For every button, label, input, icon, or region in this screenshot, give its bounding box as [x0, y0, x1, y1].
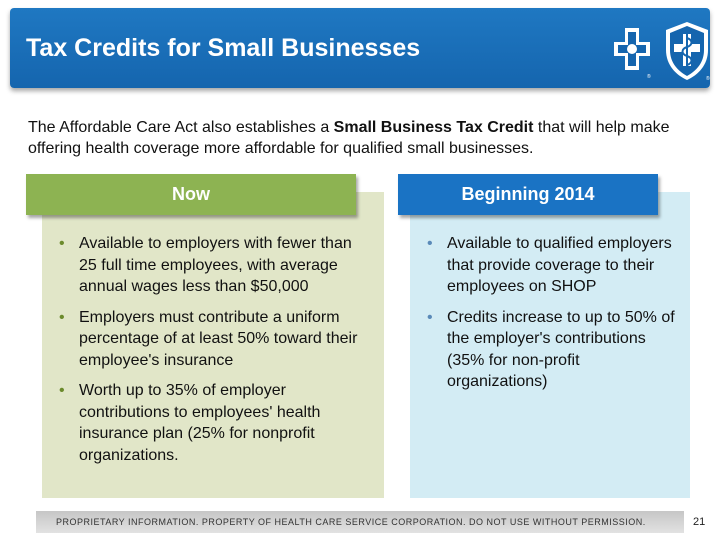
- bullet-text: Employers must contribute a uniform percentage of at least 50% toward their employee's insurance: [79, 308, 358, 369]
- bullet-text: Available to qualified employers that provide coverage to their employees on SHOP: [447, 235, 672, 295]
- bullet-icon: •: [59, 235, 65, 252]
- bullet-text: Worth up to 35% of employer contributions to employees' health insurance plan (25% for nonprofit organizations.: [79, 382, 321, 464]
- now-bullet-item: [56, 233, 362, 298]
- bullet-icon: •: [427, 235, 433, 252]
- now-bullet-item: [56, 380, 362, 466]
- title-banner: [10, 8, 710, 88]
- beginning-2014-header: Beginning 2014: [398, 174, 658, 215]
- now-bullet-item: [56, 307, 362, 372]
- intro-highlight: Small Business Tax Credit: [333, 119, 534, 136]
- bullet-text: Credits increase to up to 50% of the employer's contributions (35% for non-profit organizations): [447, 308, 675, 390]
- now-bullet-list: [56, 233, 362, 466]
- intro-text-start: The Affordable Care Act also establishes a: [28, 119, 334, 136]
- bullet-icon: •: [59, 382, 65, 399]
- bullet-icon: •: [59, 308, 65, 326]
- now-header: Now: [26, 174, 356, 215]
- blue-shield-logo: [662, 20, 712, 82]
- blue-cross-logo: [610, 24, 654, 80]
- beginning-2014-bullet-item: [424, 233, 680, 298]
- slide-title: Tax Credits for Small Businesses: [26, 34, 421, 62]
- beginning-2014-bullet-list: [424, 233, 680, 393]
- footer-disclaimer: PROPRIETARY INFORMATION. PROPERTY OF HEALTH CARE SERVICE CORPORATION. DO NOT USE WITHOUT PERMISSION.: [56, 517, 646, 527]
- svg-text:®: ®: [647, 74, 651, 80]
- svg-text:®: ®: [706, 76, 710, 82]
- bullet-icon: •: [427, 308, 433, 326]
- intro-text-end: that will help make offering health coverage more affordable for qualified small businesses.: [28, 119, 670, 157]
- beginning-2014-bullet-item: [424, 307, 680, 393]
- bullet-text: Available to employers with fewer than 25 full time employees, with average annual wages less than $50,000: [79, 235, 352, 295]
- page-number: 21: [693, 516, 706, 528]
- intro-paragraph: [28, 117, 698, 159]
